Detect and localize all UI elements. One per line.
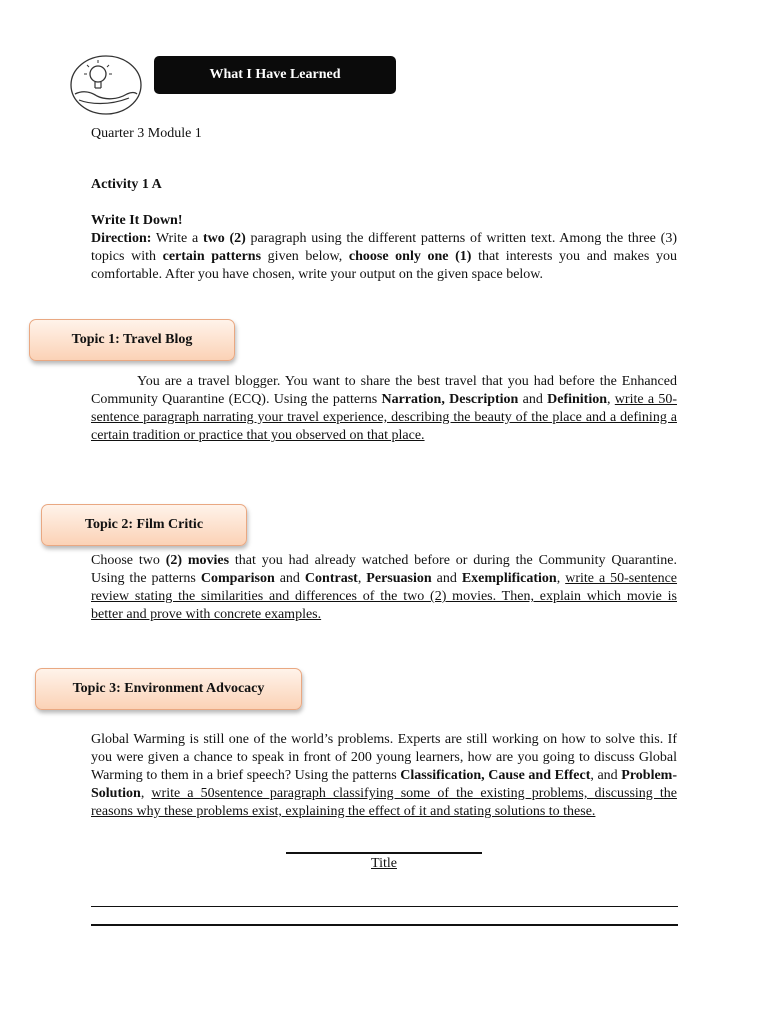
topic-2-label: Topic 2: Film Critic bbox=[41, 504, 247, 546]
topic-3-label: Topic 3: Environment Advocacy bbox=[35, 668, 302, 710]
directions-block bbox=[91, 212, 677, 284]
answer-line[interactable] bbox=[91, 924, 678, 926]
quarter-module-label: Quarter 3 Module 1 bbox=[91, 126, 202, 141]
lightbulb-in-hand-icon bbox=[69, 54, 143, 116]
direction-paragraph: Direction: Write a two (2) paragraph using the different patterns of written text. Among the three (3) topics with certain patterns given below, choose only one (1) that interests you and makes you comfortable. After you have chosen, write your output on the given space below. bbox=[91, 231, 677, 282]
topic-2-paragraph: Choose two (2) movies that you had already watched before or during the Community Quarantine. Using the patterns Comparison and Contrast, Persuasion and Exemplification, write a 50-sentence review stating the similarities and differences of the two (2) movies. Then, explain which movie is better and prove with concrete examples. bbox=[91, 553, 678, 622]
write-it-down-heading: Write It Down! bbox=[91, 213, 183, 228]
section-title-bar: What I Have Learned bbox=[154, 56, 396, 94]
title-blank-line[interactable] bbox=[286, 852, 482, 854]
topic-1-label: Topic 1: Travel Blog bbox=[29, 319, 235, 361]
title-label: Title bbox=[371, 856, 397, 871]
activity-label: Activity 1 A bbox=[91, 177, 162, 192]
answer-line[interactable] bbox=[91, 906, 678, 907]
topic-1-paragraph: You are a travel blogger. You want to share the best travel that you had before the Enhanced Community Quarantine (ECQ). Using the patterns Narration, Description and Definition, write a 50-sentence paragraph narrating your travel experience, describing the beauty of the place and a defining a certain tradition or practice that you observed on that place. bbox=[91, 374, 677, 443]
topic-3-paragraph: Global Warming is still one of the world’s problems. Experts are still working on how to solve this. If you were given a chance to speak in front of 200 young learners, how are you going to discuss Global Warming to them in a brief speech? Using the patterns Classification, Cause and Effect, and Problem-Solution, write a 50sentence paragraph classifying some of the existing problems, discussing the reasons why these problems exist, explaining the effect of it and stating solutions to these. bbox=[91, 732, 677, 819]
